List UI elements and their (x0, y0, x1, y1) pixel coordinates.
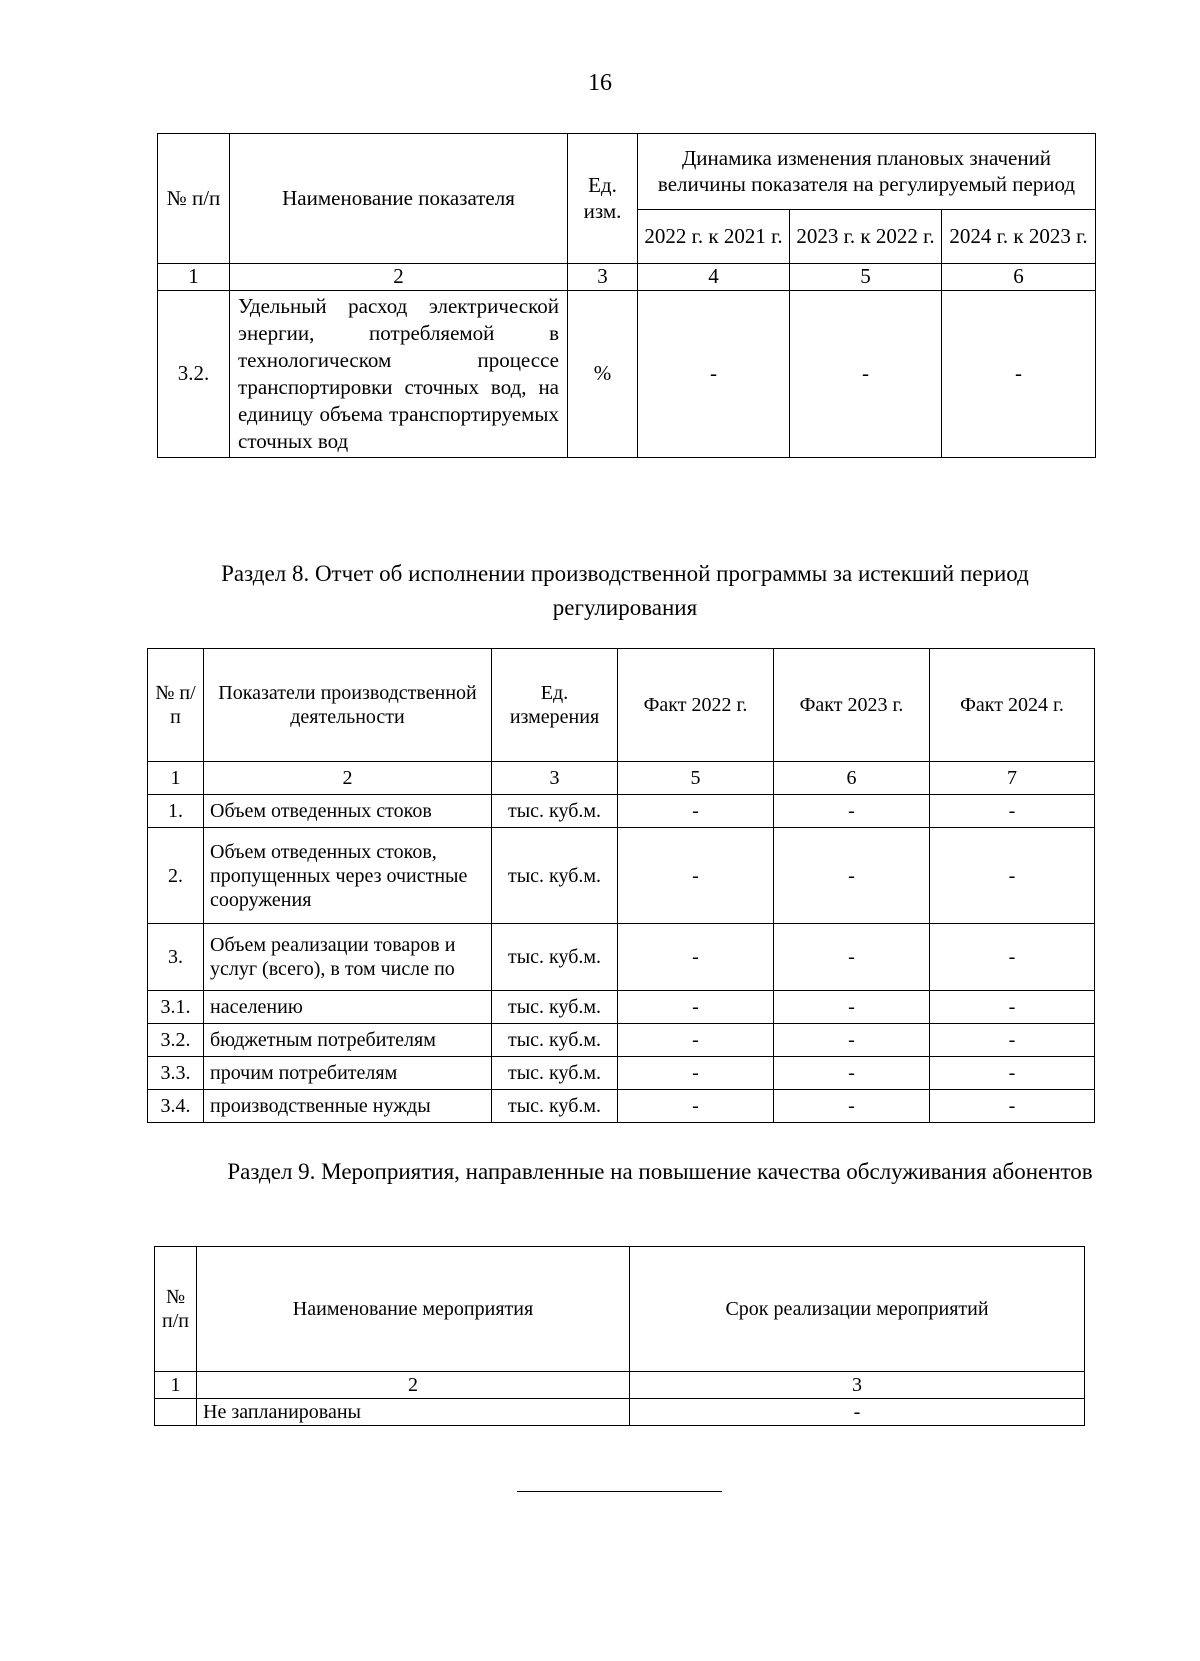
col-header-measure: Наименование мероприятия (197, 1247, 630, 1372)
row-name: Удельный расход электрической энергии, потребляемой в технологическом процессе транспортировки сточных вод, на единицу объема транспортируемых сточных вод (230, 291, 568, 458)
row-number: 1. (148, 795, 204, 828)
column-number: 5 (618, 762, 774, 795)
column-number: 1 (148, 762, 204, 795)
section8-title: Раздел 8. Отчет об исполнении производственной программы за истекший период регулирования (221, 561, 1029, 620)
column-number-row (158, 264, 1096, 291)
column-number-row (155, 1372, 1085, 1399)
row-value: - (930, 1057, 1095, 1090)
col-header-num: № п/п (158, 134, 230, 264)
row-value: - (618, 828, 774, 924)
row-number: 2. (148, 828, 204, 924)
table-row (155, 1399, 1085, 1426)
row-number: 3.2. (148, 1024, 204, 1057)
row-unit: тыс. куб.м. (492, 1057, 618, 1090)
table-row (148, 1024, 1095, 1057)
row-name: Объем отведенных стоков, пропущенных через очистные сооружения (204, 828, 492, 924)
column-number: 1 (155, 1372, 197, 1399)
row-number: 3.2. (158, 291, 230, 458)
row-value: - (618, 1090, 774, 1123)
column-number-row (148, 762, 1095, 795)
row-value: - (774, 1024, 930, 1057)
table-row (148, 924, 1095, 991)
row-value: - (930, 924, 1095, 991)
row-value: - (774, 828, 930, 924)
row-name: бюджетным потребителям (204, 1024, 492, 1057)
col-header-unit: Ед. изм. (568, 134, 638, 264)
production-report-table (147, 648, 1095, 1123)
row-unit: тыс. куб.м. (492, 1090, 618, 1123)
row-value: - (774, 924, 930, 991)
row-name: прочим потребителям (204, 1057, 492, 1090)
row-number: 3.4. (148, 1090, 204, 1123)
row-value: - (930, 795, 1095, 828)
row-value: - (618, 1057, 774, 1090)
col-header-period: 2022 г. к 2021 г. (638, 210, 790, 264)
row-unit: тыс. куб.м. (492, 991, 618, 1024)
row-value: - (638, 291, 790, 458)
row-name: Не запланированы (197, 1399, 630, 1426)
indicator-dynamics-table (157, 133, 1096, 458)
column-number: 3 (568, 264, 638, 291)
row-term: - (630, 1399, 1085, 1426)
table-row (148, 1090, 1095, 1123)
row-name: Объем реализации товаров и услуг (всего), в том числе по (204, 924, 492, 991)
table-row (148, 828, 1095, 924)
row-value: - (930, 991, 1095, 1024)
column-number: 3 (630, 1372, 1085, 1399)
col-header-period: 2023 г. к 2022 г. (790, 210, 942, 264)
service-measures-table (154, 1246, 1085, 1426)
row-value: - (774, 1057, 930, 1090)
row-value: - (618, 795, 774, 828)
row-value: - (618, 991, 774, 1024)
column-number: 7 (930, 762, 1095, 795)
col-header-num: № п/п (155, 1247, 197, 1372)
column-number: 1 (158, 264, 230, 291)
column-number: 6 (942, 264, 1096, 291)
col-header-num: № п/п (148, 649, 204, 762)
col-header-indicator: Показатели производственной деятельности (204, 649, 492, 762)
footer-divider (517, 1491, 722, 1492)
col-header-name: Наименование показателя (230, 134, 568, 264)
col-header-unit: Ед. измерения (492, 649, 618, 762)
row-value: - (942, 291, 1096, 458)
row-name: Объем отведенных стоков (204, 795, 492, 828)
table-row (158, 291, 1096, 458)
row-unit: тыс. куб.м. (492, 828, 618, 924)
column-number: 2 (197, 1372, 630, 1399)
row-number: 3.1. (148, 991, 204, 1024)
column-number: 5 (790, 264, 942, 291)
column-number: 3 (492, 762, 618, 795)
row-name: населению (204, 991, 492, 1024)
table-row (148, 991, 1095, 1024)
col-header-fact-2024: Факт 2024 г. (930, 649, 1095, 762)
column-number: 4 (638, 264, 790, 291)
row-value: - (930, 1024, 1095, 1057)
column-number: 2 (230, 264, 568, 291)
row-value: - (790, 291, 942, 458)
row-value: - (930, 1090, 1095, 1123)
table-row (148, 795, 1095, 828)
row-number: 3. (148, 924, 204, 991)
row-name: производственные нужды (204, 1090, 492, 1123)
row-number: 3.3. (148, 1057, 204, 1090)
page-number: 16 (588, 70, 612, 96)
column-number: 6 (774, 762, 930, 795)
row-value: - (618, 1024, 774, 1057)
row-unit: тыс. куб.м. (492, 924, 618, 991)
table-row (148, 1057, 1095, 1090)
col-header-fact-2023: Факт 2023 г. (774, 649, 930, 762)
row-value: - (618, 924, 774, 991)
row-value: - (774, 1090, 930, 1123)
section9-title: Раздел 9. Мероприятия, направленные на повышение качества обслуживания абонентов (227, 1159, 1093, 1184)
row-value: - (930, 828, 1095, 924)
col-header-period: 2024 г. к 2023 г. (942, 210, 1096, 264)
col-header-term: Срок реализации мероприятий (630, 1247, 1085, 1372)
column-number: 2 (204, 762, 492, 795)
row-unit: тыс. куб.м. (492, 1024, 618, 1057)
col-header-dynamics: Динамика изменения плановых значений величины показателя на регулируемый период (638, 134, 1096, 210)
row-unit: тыс. куб.м. (492, 795, 618, 828)
col-header-fact-2022: Факт 2022 г. (618, 649, 774, 762)
row-number (155, 1399, 197, 1426)
row-unit: % (568, 291, 638, 458)
row-value: - (774, 991, 930, 1024)
row-value: - (774, 795, 930, 828)
